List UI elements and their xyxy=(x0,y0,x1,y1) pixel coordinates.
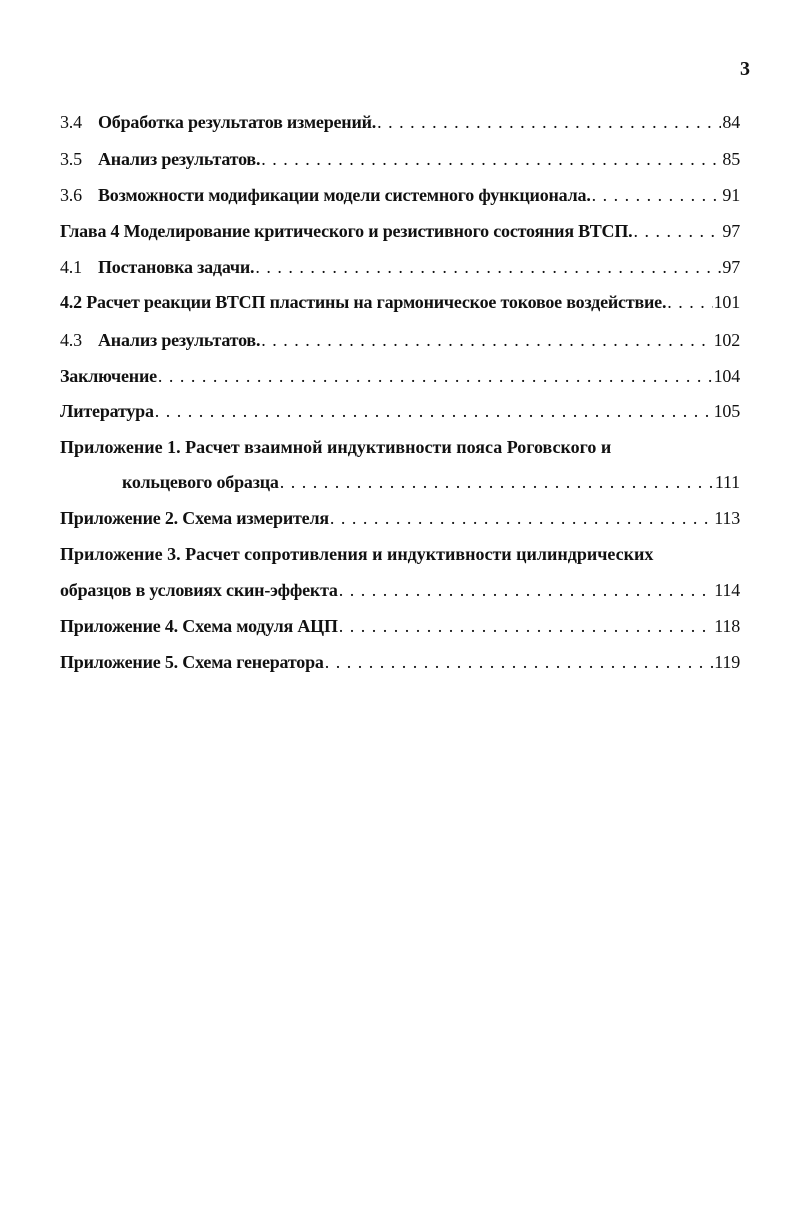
leader-dots xyxy=(261,330,712,351)
leader-dots xyxy=(261,149,721,170)
toc-entry-appendix-1-title: Приложение 1. Расчет взаимной индуктивности пояса Роговского и xyxy=(60,437,612,457)
toc-entry-literature xyxy=(60,401,740,422)
toc-entry-title: Приложение 4. Схема модуля АЦП xyxy=(60,616,338,636)
toc-entry-title: Возможности модификации модели системного функционала. xyxy=(98,185,591,205)
toc-entry-title: Анализ результатов. xyxy=(98,330,261,350)
leader-dots xyxy=(155,401,713,422)
toc-entry-page: 91 xyxy=(722,185,740,205)
toc-entry-page: 119 xyxy=(714,652,740,672)
page-number: 3 xyxy=(740,58,750,80)
leader-dots xyxy=(158,366,713,387)
toc-entry-page: 97 xyxy=(722,257,740,277)
toc-entry-number: 4.1 xyxy=(60,257,82,277)
toc-entry-title: Анализ результатов. xyxy=(98,149,261,169)
toc-entry-page: 85 xyxy=(722,149,740,169)
toc-entry-appendix-2 xyxy=(60,508,740,529)
toc-entry-appendix-4 xyxy=(60,616,740,637)
leader-dots xyxy=(377,112,721,133)
leader-dots xyxy=(667,292,712,313)
toc-entry-title: Заключение xyxy=(60,366,157,386)
toc-entry-4-1 xyxy=(60,257,740,278)
toc-entry-title: Приложение 2. Схема измерителя xyxy=(60,508,329,528)
leader-dots xyxy=(339,616,714,637)
toc-entry-4-3 xyxy=(60,330,740,351)
toc-entry-number: 3.6 xyxy=(60,185,82,205)
toc-entry-page: 97 xyxy=(722,221,740,241)
toc-entry-3-6 xyxy=(60,185,740,206)
toc-entry-3-5 xyxy=(60,149,740,170)
toc-entry-number: 4.3 xyxy=(60,330,82,350)
toc-entry-chapter-4 xyxy=(60,221,740,242)
toc-entry-continuation: кольцевого образца xyxy=(122,472,279,492)
toc-entry-title: Литература xyxy=(60,401,154,421)
leader-dots xyxy=(592,185,722,206)
toc-entry-4-2 xyxy=(60,292,740,313)
toc-entry-title: Приложение 5. Схема генератора xyxy=(60,652,324,672)
toc-entry-page: 118 xyxy=(714,616,740,636)
leader-dots xyxy=(280,472,714,493)
leader-dots xyxy=(633,221,721,242)
toc-entry-page: 102 xyxy=(713,330,740,350)
leader-dots xyxy=(330,508,713,529)
toc-entry-title: Постановка задачи. xyxy=(98,257,255,277)
toc-entry-page: 101 xyxy=(713,292,740,312)
toc-entry-page: 113 xyxy=(714,508,740,528)
toc-entry-number: 3.5 xyxy=(60,149,82,169)
leader-dots xyxy=(325,652,714,673)
toc-entry-number: 3.4 xyxy=(60,112,82,132)
toc-entry-appendix-5 xyxy=(60,652,740,673)
toc-entry-3-4 xyxy=(60,112,740,133)
toc-entry-page: 104 xyxy=(713,366,740,386)
leader-dots xyxy=(339,580,714,601)
toc-entry-page: 114 xyxy=(714,580,740,600)
toc-entry-continuation: образцов в условиях скин-эффекта xyxy=(60,580,338,600)
toc-entry-appendix-3-title: Приложение 3. Расчет сопротивления и индуктивности цилиндрических xyxy=(60,544,654,564)
toc-entry-page: 105 xyxy=(713,401,740,421)
toc-entry-page: 111 xyxy=(714,472,740,492)
leader-dots xyxy=(255,257,721,278)
toc-entry-title: Обработка результатов измерений. xyxy=(98,112,377,132)
toc-entry-appendix-3 xyxy=(60,580,740,601)
toc-entry-conclusion xyxy=(60,366,740,387)
toc-entry-title: 4.2 Расчет реакции ВТСП пластины на гармоническое токовое воздействие. xyxy=(60,292,667,312)
toc-entry-page: 84 xyxy=(722,112,740,132)
toc-entry-appendix-1 xyxy=(122,472,740,493)
toc-entry-title: Глава 4 Моделирование критического и резистивного состояния ВТСП. xyxy=(60,221,633,241)
